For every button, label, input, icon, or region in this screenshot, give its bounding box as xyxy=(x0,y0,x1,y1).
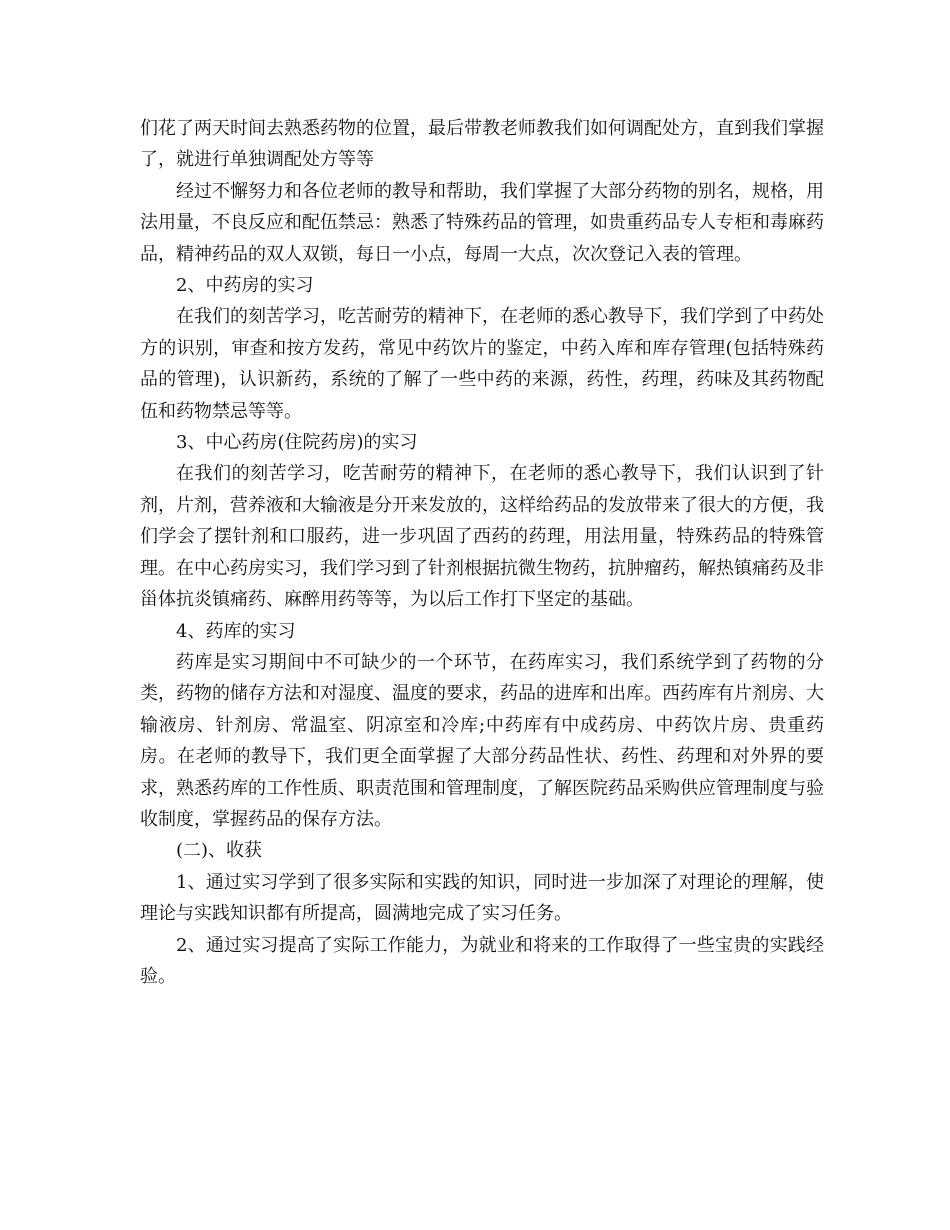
heading-drug-warehouse: 4、药库的实习 xyxy=(176,620,296,642)
paragraph-knowledge-summary: 经过不懈努力和各位老师的教导和帮助，我们掌握了大部分药物的别名，规格，用法用量，不良反应和配伍禁忌：熟悉了特殊药品的管理，如贵重药品专人专柜和毒麻药品，精神药品的双人双锁，每日一小点，每周一大点，次次登记入表的管理。 xyxy=(140,180,824,265)
paragraph-continuation: 们花了两天时间去熟悉药物的位置，最后带教老师教我们如何调配处方，直到我们掌握了，就进行单独调配处方等等 xyxy=(140,118,824,171)
paragraph-gain-1: 1、通过实习学到了很多实际和实践的知识，同时进一步加深了对理论的理解，使理论与实践知识都有所提高，圆满地完成了实习任务。 xyxy=(140,871,824,925)
paragraph-chinese-pharmacy: 在我们的刻苦学习，吃苦耐劳的精神下，在老师的悉心教导下，我们学到了中药处方的识别，审查和按方发药，常见中药饮片的鉴定，中药入库和库存管理(包括特殊药品的管理)，认识新药，系统的了解了一些中药的来源，药性，药理，药味及其药物配伍和药物禁忌等等。 xyxy=(140,306,824,422)
heading-central-pharmacy: 3、中心药房(住院药房)的实习 xyxy=(176,432,418,454)
body-text xyxy=(140,113,824,992)
paragraph-drug-warehouse: 药库是实习期间中不可缺少的一个环节，在药库实习，我们系统学到了药物的分类，药物的储存方法和对湿度、温度的要求，药品的进库和出库。西药库有片剂房、大输液房、针剂房、常温室、阴凉室和冷库;中药库有中成药房、中药饮片房、贵重药房。在老师的教导下，我们更全面掌握了大部分药品性状、药性、药理和对外界的要求，熟悉药库的工作性质、职责范围和管理制度，了解医院药品采购供应管理制度与验收制度，掌握药品的保存方法。 xyxy=(140,651,824,830)
heading-chinese-pharmacy: 2、中药房的实习 xyxy=(176,275,314,297)
heading-gains: (二)、收获 xyxy=(176,840,263,862)
paragraph-gain-2: 2、通过实习提高了实际工作能力，为就业和将来的工作取得了一些宝贵的实践经验。 xyxy=(140,934,824,987)
paragraph-central-pharmacy: 在我们的刻苦学习，吃苦耐劳的精神下，在老师的悉心教导下，我们认识到了针剂，片剂，营养液和大输液是分开来发放的，这样给药品的发放带来了很大的方便，我们学会了摆针剂和口服药，进一步巩固了西药的药理，用法用量，特殊药品的特殊管理。在中心药房实习，我们学习到了针剂根据抗微生物药，抗肿瘤药，解热镇痛药及非甾体抗炎镇痛药、麻醉用药等等，为以后工作打下坚定的基础。 xyxy=(140,463,824,611)
